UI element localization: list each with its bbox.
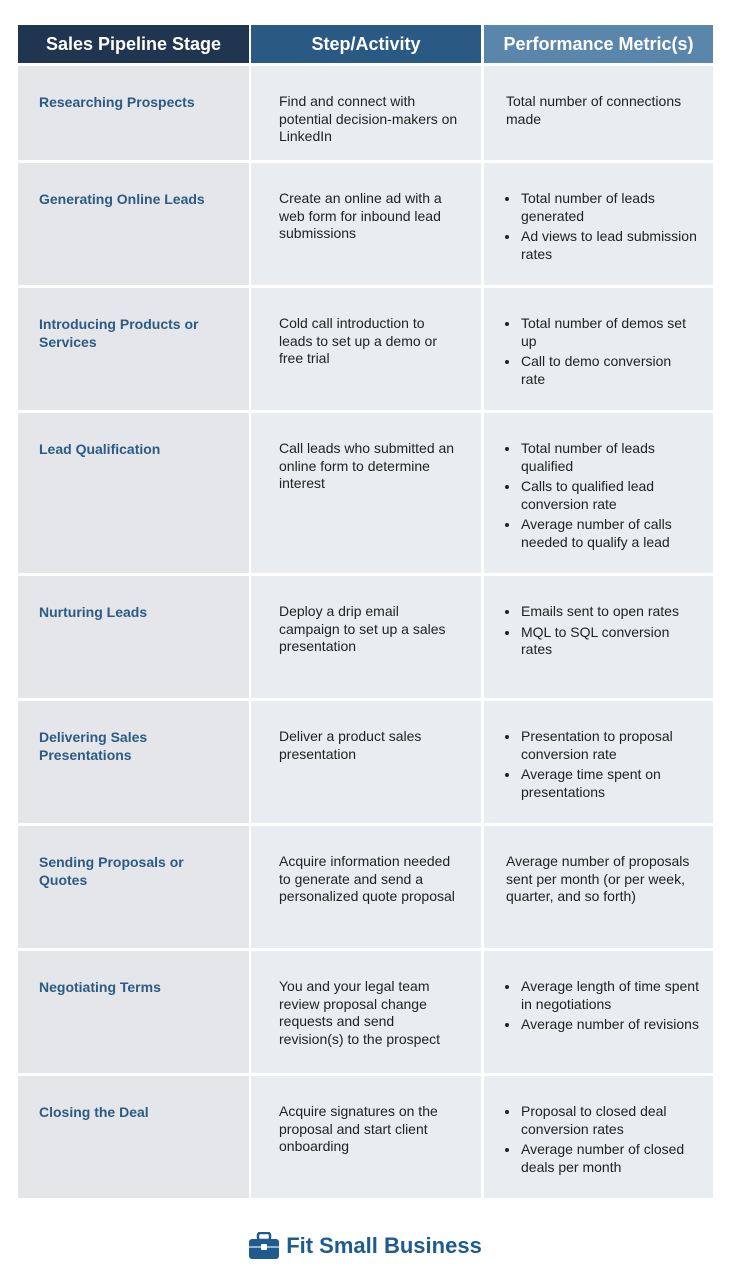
metric-cell: Average number of proposals sent per month (or per week, quarter, and so forth) [484, 826, 713, 948]
footer-logo [0, 1226, 730, 1266]
metric-item: • Proposal to closed deal conversion rates [520, 1103, 699, 1138]
stage-cell: Delivering Sales Presentations [18, 701, 249, 823]
metric-item: • Average length of time spent in negotiations [520, 978, 699, 1013]
metric-list [506, 315, 699, 388]
activity-cell: Create an online ad with a web form for inbound lead submissions [251, 163, 481, 285]
metric-item: • Total number of leads generated [520, 190, 699, 225]
table-row [18, 951, 713, 1073]
metric-item: • Emails sent to open rates [520, 603, 699, 621]
metric-cell [484, 288, 713, 410]
header-activity: Step/Activity [251, 25, 481, 63]
metric-list [506, 978, 699, 1034]
metric-cell [484, 701, 713, 823]
table-row [18, 1076, 713, 1198]
activity-cell: Call leads who submitted an online form to determine interest [251, 413, 481, 573]
metric-item: • MQL to SQL conversion rates [520, 624, 699, 659]
metric-item: • Total number of demos set up [520, 315, 699, 350]
activity-cell: Acquire signatures on the proposal and start client onboarding [251, 1076, 481, 1198]
stage-cell: Closing the Deal [18, 1076, 249, 1198]
metric-cell [484, 576, 713, 698]
metric-item: • Average number of calls needed to qualify a lead [520, 516, 699, 551]
stage-cell: Researching Prospects [18, 66, 249, 160]
stage-cell: Lead Qualification [18, 413, 249, 573]
metric-cell: Total number of connections made [484, 66, 713, 160]
table-row [18, 413, 713, 573]
metric-list [506, 440, 699, 551]
brand-name: Fit Small Business [286, 1233, 482, 1258]
activity-cell: Acquire information needed to generate and send a personalized quote proposal [251, 826, 481, 948]
activity-cell: Cold call introduction to leads to set up a demo or free trial [251, 288, 481, 410]
table-row [18, 701, 713, 823]
activity-cell: Deploy a drip email campaign to set up a sales presentation [251, 576, 481, 698]
stage-cell: Nurturing Leads [18, 576, 249, 698]
metric-item: • Call to demo conversion rate [520, 353, 699, 388]
table-row [18, 66, 713, 160]
table-body [18, 66, 713, 1198]
metric-list [506, 1103, 699, 1176]
metric-cell [484, 413, 713, 573]
metric-list [506, 728, 699, 801]
pipeline-table [18, 25, 713, 1198]
metric-list [506, 190, 699, 263]
table-row [18, 288, 713, 410]
table-header [18, 25, 713, 63]
metric-item: • Ad views to lead submission rates [520, 228, 699, 263]
metric-item: • Average number of revisions [520, 1016, 699, 1034]
metric-item: • Calls to qualified lead conversion rate [520, 478, 699, 513]
table-row [18, 826, 713, 948]
metric-cell [484, 951, 713, 1073]
header-stage: Sales Pipeline Stage [18, 25, 249, 63]
table-row [18, 163, 713, 285]
stage-cell: Negotiating Terms [18, 951, 249, 1073]
metric-item: • Total number of leads qualified [520, 440, 699, 475]
metric-list [506, 603, 699, 659]
briefcase-icon [248, 1232, 280, 1260]
metric-cell [484, 1076, 713, 1198]
activity-cell: You and your legal team review proposal change requests and send revision(s) to the prospect [251, 951, 481, 1073]
stage-cell: Introducing Products or Services [18, 288, 249, 410]
header-metrics: Performance Metric(s) [484, 25, 713, 63]
stage-cell: Sending Proposals or Quotes [18, 826, 249, 948]
table-row [18, 576, 713, 698]
metric-item: • Average number of closed deals per month [520, 1141, 699, 1176]
metric-item: • Average time spent on presentations [520, 766, 699, 801]
activity-cell: Find and connect with potential decision-makers on LinkedIn [251, 66, 481, 160]
metric-cell [484, 163, 713, 285]
activity-cell: Deliver a product sales presentation [251, 701, 481, 823]
metric-item: • Presentation to proposal conversion rate [520, 728, 699, 763]
stage-cell: Generating Online Leads [18, 163, 249, 285]
